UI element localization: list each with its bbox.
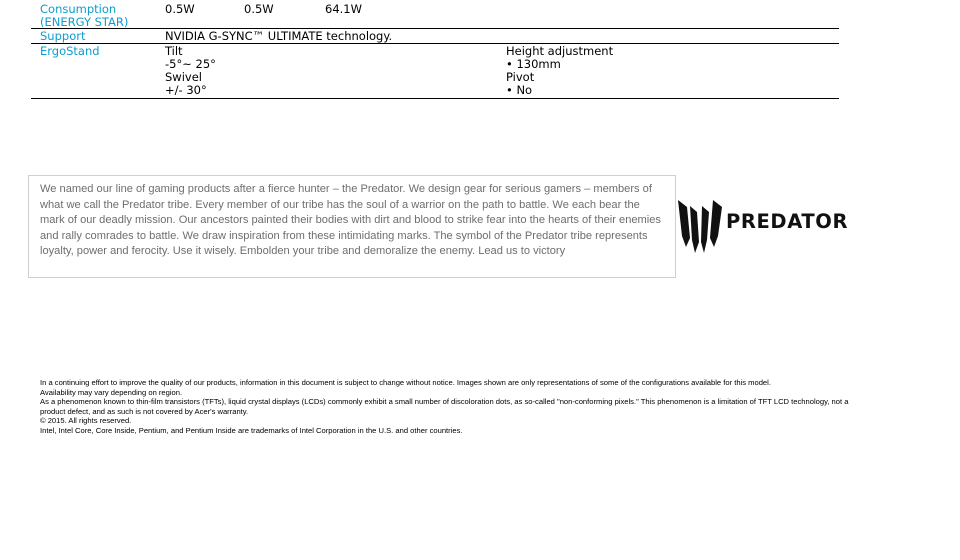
spec-label-ergostand: ErgoStand bbox=[40, 44, 100, 58]
swivel-label: Swivel bbox=[165, 70, 202, 84]
spec-label-consumption bbox=[40, 3, 128, 29]
disclaimer-line: Intel, Intel Core, Core Inside, Pentium, and Pentium Inside are trademarks of Intel Corporation in the U.S. and other countries. bbox=[40, 425, 463, 435]
disclaimer-line: As a phenomenon known to thin-film transistors (TFTs), liquid crystal displays (LCDs) commonly exhibit a small number of discoloration dots, as so-called "non-conforming pixels." This phenomenon is a limitation of TFT LCD technology, not a product defect, and as such is not covered by Acer's warranty. bbox=[40, 397, 849, 416]
predator-about-text: We named our line of gaming products after a fierce hunter – the Predator. We design gear for serious gamers – members of what we call the Predator tribe. Every member of our tribe has the soul of a warrior on the path to battle. We each bear the mark of our deadly mission. Our ancestors painted their bodies with dirt and blood to strike fear into the hearts of their enemies and rally comrades to battle. We draw inspiration from these intimidating marks. The symbol of the Predator tribe represents loyalty, power and ferocity. Use it wisely. Embolden your tribe and demoralize the enemy. Lead us to victory bbox=[40, 183, 661, 258]
swivel-value: +/- 30° bbox=[165, 83, 207, 97]
pivot-value: • No bbox=[506, 83, 533, 97]
consumption-value: 64.1W bbox=[325, 2, 362, 16]
spec-row-support bbox=[31, 29, 839, 44]
spec-row-consumption bbox=[31, 0, 839, 29]
disclaimer-line: © 2015. All rights reserved. bbox=[40, 416, 132, 426]
pivot-label: Pivot bbox=[506, 70, 535, 84]
disclaimer-line: In a continuing effort to improve the quality of our products, information in this document is subject to change without notice. Images shown are only representations of some of the configurations available for this model. bbox=[40, 378, 771, 387]
height-value: • 130mm bbox=[506, 57, 561, 71]
disclaimer-line: Availability may vary depending on region. bbox=[40, 387, 183, 397]
legal-disclaimer bbox=[40, 378, 870, 436]
consumption-value: 0.5W bbox=[244, 2, 274, 16]
spec-table bbox=[31, 0, 839, 99]
predator-about-box bbox=[28, 175, 676, 278]
predator-emblem-icon bbox=[676, 198, 724, 254]
spec-label-line: (ENERGY STAR) bbox=[40, 15, 129, 29]
height-label: Height adjustment bbox=[506, 44, 614, 58]
spec-label-line: Consumption bbox=[40, 2, 117, 16]
tilt-value: -5°~ 25° bbox=[165, 57, 216, 71]
consumption-value: 0.5W bbox=[165, 2, 195, 16]
spec-label-support: Support bbox=[40, 29, 86, 43]
predator-wordmark: PREDATOR bbox=[726, 210, 849, 233]
tilt-label: Tilt bbox=[165, 44, 183, 58]
spec-row-ergostand bbox=[31, 44, 839, 99]
support-value: NVIDIA G-SYNC™ ULTIMATE technology. bbox=[165, 29, 393, 43]
predator-logo bbox=[676, 198, 858, 254]
